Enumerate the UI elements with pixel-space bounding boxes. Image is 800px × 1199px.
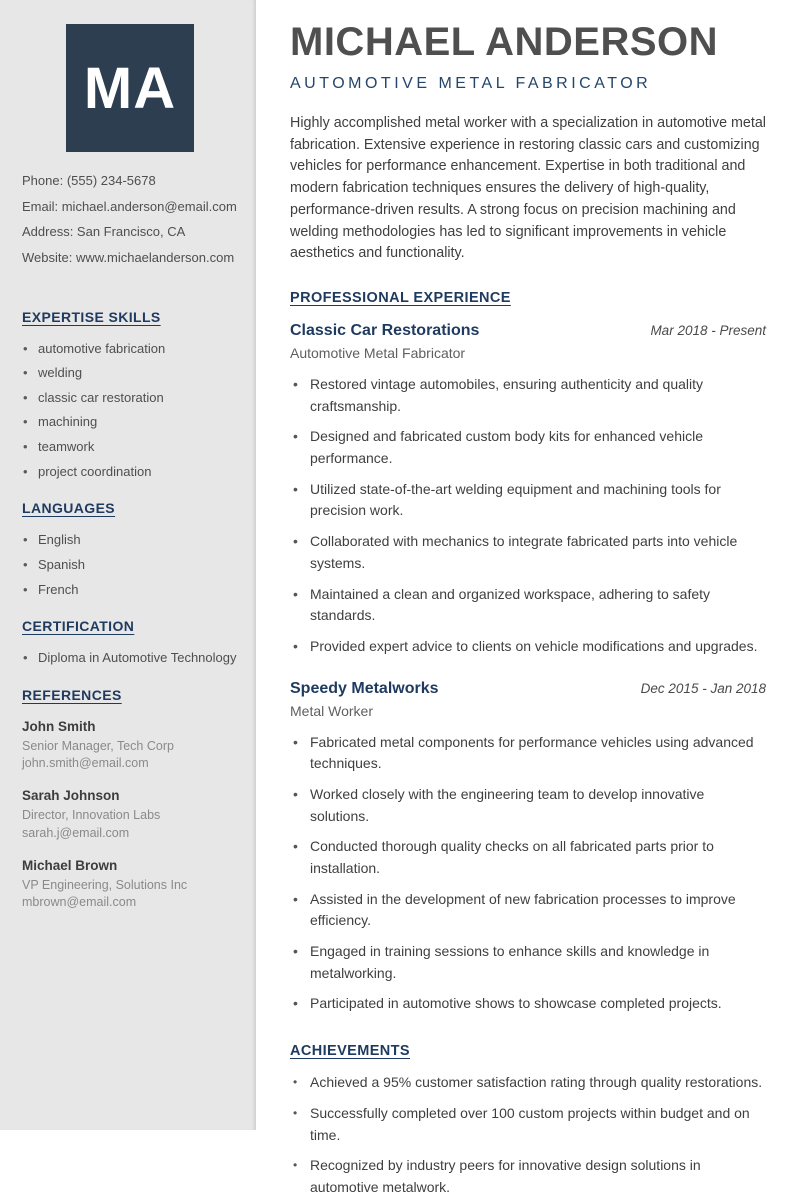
summary-text: Highly accomplished metal worker with a specialization in automotive metal fabrication. Extensive experience in restoring classic cars and customizing vehicles for performance enhancement. Expertise in both traditional and modern fabrication techniques ensures the delivery of high-quality, performance-driven results. A strong focus on precision machining and welding methodologies has led to significant improvements in vehicle aesthetics and functionality. [290,115,766,262]
skill-item: • teamwork [22,440,238,454]
certification-list [22,651,238,665]
monogram-initials: MA [83,55,177,121]
reference-email: john.smith@email.com [22,756,149,771]
skill-item: • project coordination [22,465,238,479]
references-title: REFERENCES [22,686,122,703]
section-references [22,687,238,912]
contact-phone: Phone: (555) 234-5678 [22,173,156,188]
section-languages [22,500,238,596]
skill-item: • automotive fabrication [22,342,238,356]
job-role: Metal Worker [290,702,373,719]
reference-role: Director, Innovation Labs [22,808,161,823]
language-item: • French [22,583,238,597]
job-entry [290,680,766,1016]
job-bullet-item: • Participated in automotive shows to showcase completed projects. [290,993,766,1015]
section-certification [22,618,238,665]
job-entry [290,322,766,658]
professional-experience-title: PROFESSIONAL EXPERIENCE [290,290,511,307]
certification-item: • Diploma in Automotive Technology [22,651,238,665]
job-bullet-item: • Worked closely with the engineering team to develop innovative solutions. [290,784,766,827]
achievement-item: • Successfully completed over 100 custom projects within budget and on time. [290,1103,766,1146]
achievement-item: • Recognized by industry peers for innovative design solutions in automotive metalwork. [290,1155,766,1198]
job-dates: Mar 2018 - Present [650,323,766,339]
reference-name: John Smith [22,718,96,734]
languages-title: LANGUAGES [22,500,116,517]
job-dates: Dec 2015 - Jan 2018 [640,680,766,696]
contact-address: Address: San Francisco, CA [22,224,186,240]
contact-info [22,174,238,265]
contact-website: Website: www.michaelanderson.com [22,249,235,265]
job-bullet-item: • Engaged in training sessions to enhance skills and knowledge in metalworking. [290,941,766,984]
section-professional-experience [290,290,766,1015]
section-achievements [290,1043,766,1198]
reference-email: sarah.j@email.com [22,825,130,840]
job-bullet-item: • Assisted in the development of new fabrication processes to improve efficiency. [290,889,766,932]
job-bullet-item: • Conducted thorough quality checks on all fabricated parts prior to installation. [290,836,766,879]
skill-item: • welding [22,366,238,380]
reference-name: Sarah Johnson [22,788,120,804]
job-bullet-item: • Collaborated with mechanics to integrate fabricated parts into vehicle systems. [290,531,766,574]
monogram-square [66,24,194,152]
company-name: Classic Car Restorations [290,322,480,340]
company-name: Speedy Metalworks [290,679,439,697]
job-bullets [290,732,766,1016]
certification-title: CERTIFICATION [22,618,135,635]
reference-entry [22,858,238,912]
skill-item: • machining [22,415,238,429]
job-header [290,322,766,340]
job-bullet-item: • Designed and fabricated custom body kits for enhanced vehicle performance. [290,426,766,469]
language-item: • Spanish [22,558,238,572]
job-bullet-item: • Fabricated metal components for performance vehicles using advanced techniques. [290,732,766,775]
job-bullet-item: • Maintained a clean and organized workspace, adhering to safety standards. [290,584,766,627]
reference-entry [22,788,238,842]
reference-name: Michael Brown [22,857,118,873]
job-bullets [290,374,766,658]
reference-role: VP Engineering, Solutions Inc [22,877,188,892]
job-bullet-item: • Provided expert advice to clients on vehicle modifications and upgrades. [290,636,766,658]
achievements-list [290,1072,766,1198]
main-content [256,0,800,1195]
expertise-skills-title: EXPERTISE SKILLS [22,308,161,325]
reference-role: Senior Manager, Tech Corp [22,738,174,753]
job-bullet-item: • Utilized state-of-the-art welding equipment and machining tools for precision work. [290,479,766,522]
languages-list [22,533,238,596]
job-bullet-item: • Restored vintage automobiles, ensuring authenticity and quality craftsmanship. [290,374,766,417]
reference-entry [22,719,238,773]
language-item: • English [22,533,238,547]
skill-item: • classic car restoration [22,391,238,405]
name-heading: MICHAEL ANDERSON [290,20,719,64]
contact-email: Email: michael.anderson@email.com [22,198,237,214]
sidebar [0,0,256,1130]
achievements-title: ACHIEVEMENTS [290,1043,411,1060]
section-expertise-skills [22,309,238,479]
job-role: Automotive Metal Fabricator [290,345,466,362]
reference-email: mbrown@email.com [22,895,137,910]
job-header [290,680,766,698]
achievement-item: • Achieved a 95% customer satisfaction rating through quality restorations. [290,1072,766,1094]
skills-list [22,342,238,479]
title-subheading: AUTOMOTIVE METAL FABRICATOR [290,75,652,92]
